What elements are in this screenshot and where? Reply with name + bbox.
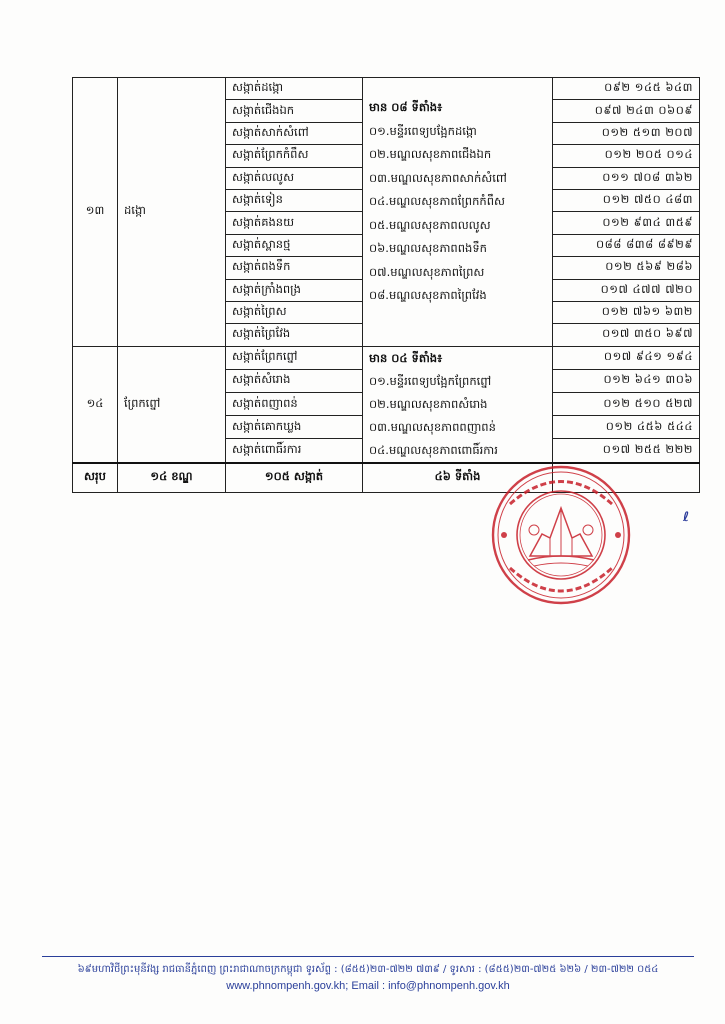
khan-name: ដង្កោ: [118, 78, 226, 347]
sangkat-name: សង្កាត់ជើងឯក: [226, 100, 363, 122]
health-centers-cell: [363, 78, 553, 347]
khan-name: ព្រែកព្នៅ: [118, 346, 226, 463]
signature-mark: ℓ: [683, 510, 690, 525]
phone-number: ០១២ ៤៥៦ ៥៤៤: [553, 416, 700, 439]
sangkat-name: សង្កាត់ព្រៃស: [226, 301, 363, 323]
table-row: [73, 78, 700, 100]
center-item: ០៧.មណ្ឌលសុខភាពព្រៃស: [369, 264, 485, 279]
phone-number: ០១២ ៩៣៤ ៣៥៩: [553, 212, 700, 234]
center-item: ០៥.មណ្ឌលសុខភាពលលូស: [369, 217, 491, 232]
center-item: ០៤.មណ្ឌលសុខភាពព្រែកកំពឹស: [369, 194, 505, 208]
sangkat-name: សង្កាត់ក្រាំងពង្រ: [226, 279, 363, 301]
sangkat-name: សង្កាត់ព្រែកកំពឹស: [226, 145, 363, 167]
health-centers-cell: [363, 346, 553, 463]
total-label: សរុប: [73, 463, 118, 493]
sangkat-name: សង្កាត់ពោធិ៍រការ: [226, 439, 363, 463]
sangkat-name: សង្កាត់ព្រែកព្នៅ: [226, 346, 363, 369]
row-number: ១៤: [73, 346, 118, 463]
total-khan: ១៤ ខណ្ឌ: [118, 463, 226, 493]
official-seal-stamp: [490, 464, 632, 606]
footer-divider: [42, 956, 694, 957]
sangkat-name: សង្កាត់ស្ពានថ្ម: [226, 234, 363, 256]
footer-address: ៦៩មហាវិថីព្រះមុនីវង្ស រាជធានីភ្នំពេញ ព្រះរាជាណាចក្រកម្ពុជា ទូរស័ព្ទ : (៨៥៥)២៣-៧២២ ៧៣៩ / ទូរសារ : (៨៥៥)២៣-៧២៥ ៦២៦ / ២៣-៧២២ ០៥៤: [77, 964, 659, 975]
phone-number: ០៨៨ ៨៣៨ ៨៩២៩: [553, 234, 700, 256]
sangkat-name: សង្កាត់ពងទឹក: [226, 257, 363, 279]
total-locations: ៤៦ ទីតាំង: [363, 463, 553, 493]
centers-header: មាន ០៨ ទីតាំង៖: [369, 100, 443, 114]
center-item: ០៣.មណ្ឌលសុខភាពសាក់សំពៅ: [369, 170, 507, 185]
footer-web-email[interactable]: www.phnompenh.gov.kh; Email : info@phnompenh.gov.kh: [226, 980, 510, 992]
center-item: ០៦.មណ្ឌលសុខភាពពងទឹក: [369, 241, 487, 255]
center-item: ០៣.មណ្ឌលសុខភាពពញាពន់: [369, 419, 496, 434]
phone-number: ០១៧ ៤៧៧ ៧២០: [553, 279, 700, 301]
phone-number: ០៩២ ១៤៥ ៦៤៣: [553, 78, 700, 100]
row-number: ១៣: [73, 78, 118, 347]
sangkat-name: សង្កាត់សំរោង: [226, 369, 363, 392]
center-item: ០១.មន្ទីរពេទ្យបង្អែកព្រែកព្នៅ: [369, 373, 492, 388]
sangkat-name: សង្កាត់លលូស: [226, 167, 363, 189]
center-item: ០១.មន្ទីរពេទ្យបង្អែកដង្កោ: [369, 123, 477, 138]
phone-number: ០១៧ ២៥៥ ២២២: [553, 439, 700, 463]
table-row: [73, 346, 700, 369]
sangkat-name: សង្កាត់ព្រៃវែង: [226, 324, 363, 346]
phone-number: ០១២ ៧៥០ ៤៨៣: [553, 189, 700, 211]
contact-table: [72, 77, 700, 493]
sangkat-name: សង្កាត់ទៀន: [226, 189, 363, 211]
center-item: ០៤.មណ្ឌលសុខភាពពោធិ៍រការ: [369, 442, 498, 457]
centers-header: មាន ០៤ ទីតាំង៖: [369, 350, 443, 365]
phone-number: ០១៧ ៩៤១ ១៩៤: [553, 346, 700, 369]
center-item: ០៨.មណ្ឌលសុខភាពព្រៃវែង: [369, 288, 487, 302]
phone-number: ០១៧ ៣៥០ ៦៩៧: [553, 324, 700, 346]
phone-number: ០៩៧ ២៤៣ ០៦០៩: [553, 100, 700, 122]
sangkat-name: សង្កាត់ដង្កោ: [226, 78, 363, 100]
total-sangkat: ១០៥ សង្កាត់: [226, 463, 363, 493]
center-item: ០២.មណ្ឌលសុខភាពជើងឯក: [369, 147, 492, 161]
sangkat-name: សង្កាត់ពញាពន់: [226, 393, 363, 416]
center-item: ០២.មណ្ឌលសុខភាពសំរោង: [369, 396, 488, 411]
phone-number: ០១២ ៥១៣ ២០៧: [553, 122, 700, 144]
phone-number: ០១២ ២០៥ ០១៤: [553, 145, 700, 167]
sangkat-name: សង្កាត់គោកឃ្លង: [226, 416, 363, 439]
sangkat-name: សង្កាត់គងនយ: [226, 212, 363, 234]
phone-number: ០១២ ៥៦៩ ២៨៦: [553, 257, 700, 279]
phone-number: ០១២ ៧៦១ ៦៣២: [553, 301, 700, 323]
phone-number: ០១២ ៦៤១ ៣០៦: [553, 369, 700, 392]
phone-number: ០១២ ៥១០ ៥២៧: [553, 393, 700, 416]
phone-number: ០១១ ៧០៨ ៣៦២: [553, 167, 700, 189]
sangkat-name: សង្កាត់សាក់សំពៅ: [226, 122, 363, 144]
